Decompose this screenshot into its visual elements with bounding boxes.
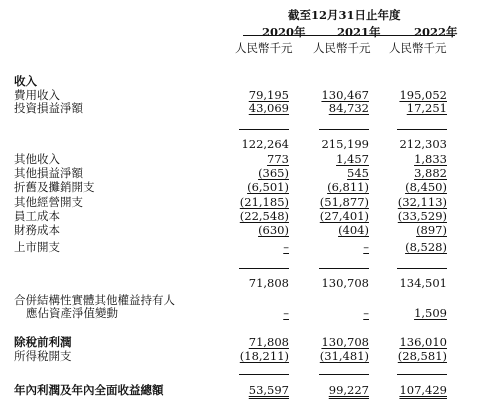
row-value: – xyxy=(363,306,369,320)
subtotal-rule xyxy=(319,268,369,269)
year-2021: 2021年 xyxy=(337,25,381,39)
row-label: 其他損益淨額 xyxy=(14,166,83,180)
row-value: 545 xyxy=(347,166,369,180)
subtotal-rule xyxy=(397,268,447,269)
row-label: 投資損益淨額 xyxy=(14,101,83,115)
row-value: 71,808 xyxy=(248,276,289,290)
row-value: 79,195 xyxy=(248,88,289,102)
row-value: 773 xyxy=(267,152,289,166)
row-value: (22,548) xyxy=(239,209,289,223)
row-value: (6,811) xyxy=(327,180,369,194)
subtotal-rule xyxy=(239,268,289,269)
row-value: 136,010 xyxy=(399,335,447,349)
row-value: (8,450) xyxy=(405,180,447,194)
row-value: (28,581) xyxy=(397,349,447,363)
row-value: (18,211) xyxy=(239,349,289,363)
row-label: 年內利潤及年內全面收益總額 xyxy=(14,383,164,397)
row-value: 1,833 xyxy=(414,152,447,166)
row-value: (404) xyxy=(338,223,369,237)
row-value: (21,185) xyxy=(239,195,289,209)
row-label: 其他收入 xyxy=(14,152,60,166)
subtotal-rule xyxy=(239,374,289,375)
row-value: (365) xyxy=(258,166,289,180)
row-value: 107,429 xyxy=(399,383,447,397)
subtotal-rule xyxy=(397,374,447,375)
currency-2021: 人民幣千元 xyxy=(313,41,371,55)
year-2022: 2022年 xyxy=(414,25,458,39)
row-value: 43,069 xyxy=(248,101,289,115)
row-label: 應佔資產淨值變動 xyxy=(26,306,118,320)
row-label: 其他經營開支 xyxy=(14,195,83,209)
row-label: 合併結構性實體其他權益持有人 xyxy=(14,293,175,307)
row-label: 折舊及攤銷開支 xyxy=(14,180,95,194)
row-value: – xyxy=(363,240,369,254)
row-value: (32,113) xyxy=(397,195,447,209)
section-title-revenue: 收入 xyxy=(14,74,37,88)
row-value: (51,877) xyxy=(319,195,369,209)
row-value: 84,732 xyxy=(328,101,369,115)
row-value: 212,303 xyxy=(399,137,447,151)
year-2020: 2020年 xyxy=(262,25,306,39)
row-value: 99,227 xyxy=(328,383,369,397)
row-value: 130,708 xyxy=(321,335,369,349)
subtotal-rule xyxy=(319,374,369,375)
row-label: 所得稅開支 xyxy=(14,349,72,363)
row-value: 195,052 xyxy=(399,88,447,102)
row-value: 53,597 xyxy=(248,383,289,397)
row-value: 215,199 xyxy=(321,137,369,151)
row-value: 3,882 xyxy=(414,166,447,180)
row-value: – xyxy=(283,240,289,254)
row-value: (6,501) xyxy=(247,180,289,194)
row-label: 員工成本 xyxy=(14,209,60,223)
row-value: (31,481) xyxy=(319,349,369,363)
row-value: 17,251 xyxy=(406,101,447,115)
row-value: 71,808 xyxy=(248,335,289,349)
row-label: 除稅前利潤 xyxy=(14,335,72,349)
row-label: 財務成本 xyxy=(14,223,60,237)
period-label: 截至12月31日止年度 xyxy=(288,8,401,22)
row-value: 134,501 xyxy=(399,276,447,290)
currency-2020: 人民幣千元 xyxy=(235,41,293,55)
row-value: 130,708 xyxy=(321,276,369,290)
row-label: 費用收入 xyxy=(14,88,60,102)
row-value: 1,509 xyxy=(414,306,447,320)
currency-2022: 人民幣千元 xyxy=(389,41,447,55)
row-value: 130,467 xyxy=(321,88,369,102)
row-value: (8,528) xyxy=(405,240,447,254)
row-value: (27,401) xyxy=(319,209,369,223)
subtotal-rule xyxy=(239,129,289,130)
row-value: (630) xyxy=(258,223,289,237)
subtotal-rule xyxy=(319,129,369,130)
row-value: (33,529) xyxy=(397,209,447,223)
row-value: (897) xyxy=(416,223,447,237)
row-label: 上市開支 xyxy=(14,240,60,254)
subtotal-rule xyxy=(397,129,447,130)
row-value: – xyxy=(283,306,289,320)
row-value: 1,457 xyxy=(336,152,369,166)
row-value: 122,264 xyxy=(241,137,289,151)
